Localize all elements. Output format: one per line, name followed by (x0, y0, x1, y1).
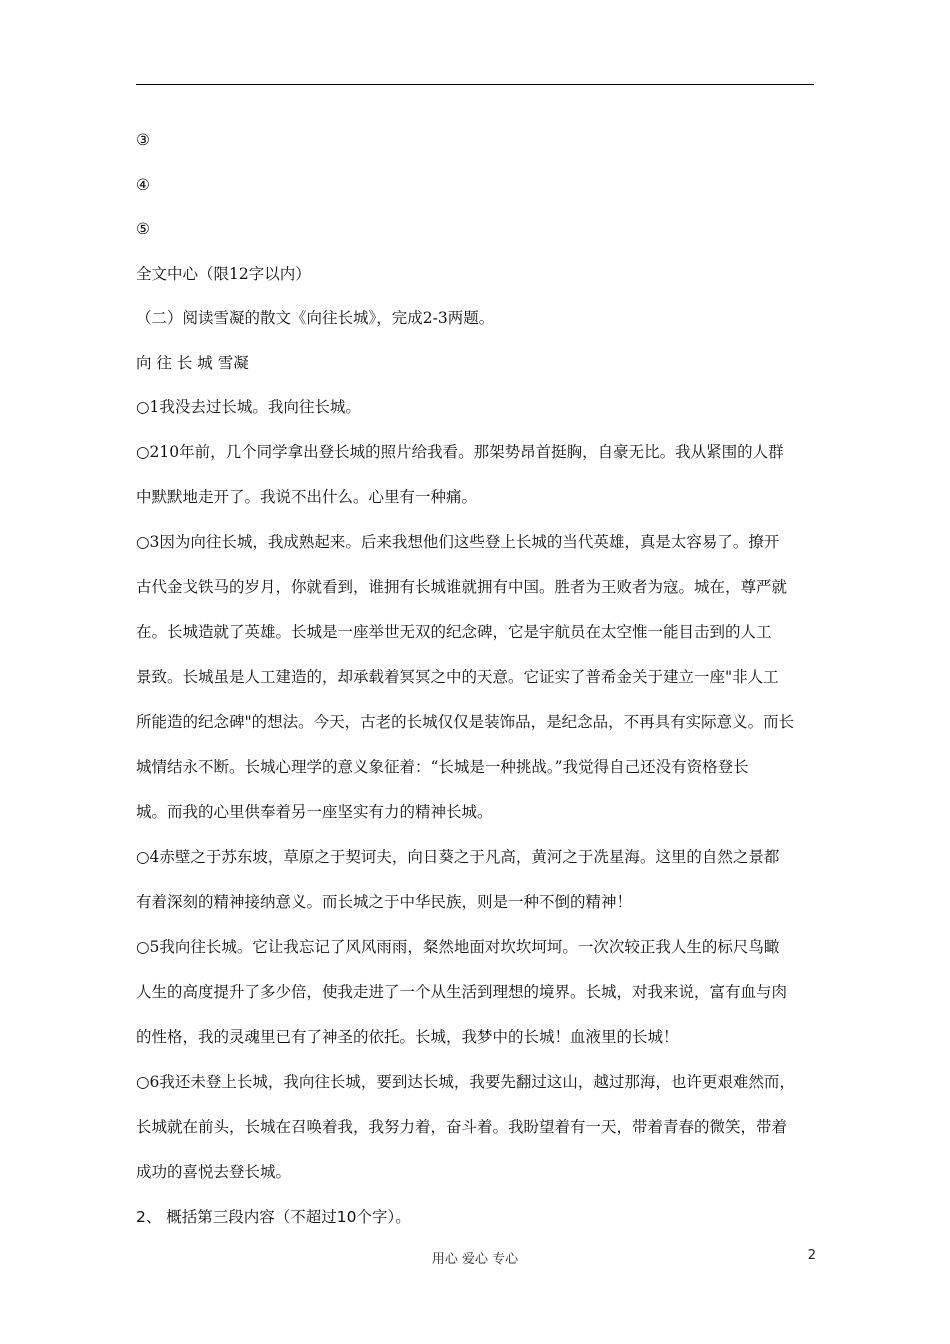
paragraph-line: ○4赤壁之于苏东坡，草原之于契诃夫，向日葵之于凡高，黄河之于冼星海。这里的自然之景都 (136, 848, 780, 866)
paragraph-2 (136, 430, 816, 520)
paragraph-1 (136, 385, 816, 430)
paragraph-line: 中默默地走开了。我说不出什么。心里有一种痛。 (136, 488, 478, 506)
theme-prompt: 全文中心（限12字以内） (136, 264, 311, 283)
paragraph-line: 有着深刻的精神接纳意义。而长城之于中华民族，则是一种不倒的精神！ (136, 893, 633, 911)
paragraph-line: 所能造的纪念碑"的想法。今天，古老的长城仅仅是装饰品，是纪念品，不再具有实际意义。而长 (136, 713, 795, 731)
document-body (136, 118, 816, 1240)
essay-title: 向 往 长 城 雪凝 (136, 353, 249, 372)
paragraph-line: ○6我还未登上长城，我向往长城，要到达长城，我要先翻过这山，越过那海，也许更艰难然而， (136, 1073, 795, 1091)
paragraph-line: 人生的高度提升了多少倍，使我走进了一个从生活到理想的境界。长城，对我来说，富有血与肉 (136, 983, 788, 1001)
footer-motto: 用心 爱心 专心 (431, 1252, 519, 1267)
blank-item-5: ⑤ (136, 220, 150, 238)
paragraph-line: 城。而我的心里供奉着另一座坚实有力的精神长城。 (136, 803, 493, 821)
section-heading: （二）阅读雪凝的散文《向往长城》，完成2-3两题。 (136, 309, 495, 327)
paragraph-line: ○1我没去过长城。我向往长城。 (136, 398, 361, 416)
paragraph-line: 景致。长城虽是人工建造的，却承载着冥冥之中的天意。它证实了普希金关于建立一座"非人工 (136, 668, 779, 686)
paragraph-line: ○3因为向往长城，我成熟起来。后来我想他们这些登上长城的当代英雄，真是太容易了。撩开 (136, 533, 780, 551)
paragraph-line: 长城就在前头，长城在召唤着我，我努力着，奋斗着。我盼望着有一天，带着青春的微笑，带着 (136, 1118, 788, 1136)
paragraph-3 (136, 520, 816, 835)
paragraph-5 (136, 925, 816, 1060)
paragraph-line: ○210年前，几个同学拿出登长城的照片给我看。那架势昂首挺胸，自豪无比。我从紧围的人群 (136, 443, 784, 461)
header-rule (136, 84, 814, 85)
paragraph-line: 成功的喜悦去登长城。 (136, 1163, 292, 1181)
paragraph-line: 古代金戈铁马的岁月，你就看到，谁拥有长城谁就拥有中国。胜者为王败者为寇。城在，尊严就 (136, 578, 788, 596)
paragraph-line: 城情结永不断。长城心理学的意义象征着：“长城是一种挑战。”我觉得自己还没有资格登长 (136, 758, 749, 776)
paragraph-line: 在。长城造就了英雄。长城是一座举世无双的纪念碑，它是宇航员在太空惟一能目击到的人工 (136, 623, 772, 641)
blank-item-4: ④ (136, 175, 150, 194)
paragraph-line: 的性格，我的灵魂里已有了神圣的依托。长城，我梦中的长城！血液里的长城！ (136, 1028, 679, 1046)
paragraph-line: ○5我向往长城。它让我忘记了风风雨雨，粲然地面对坎坎坷坷。一次次较正我人生的标尺鸟瞰 (136, 938, 780, 956)
page-number: 2 (807, 1248, 816, 1263)
question-2: 2、 概括第三段内容（不超过10个字）。 (136, 1208, 411, 1226)
blank-item-3: ③ (136, 131, 150, 149)
paragraph-4 (136, 835, 816, 925)
paragraph-6 (136, 1060, 816, 1195)
